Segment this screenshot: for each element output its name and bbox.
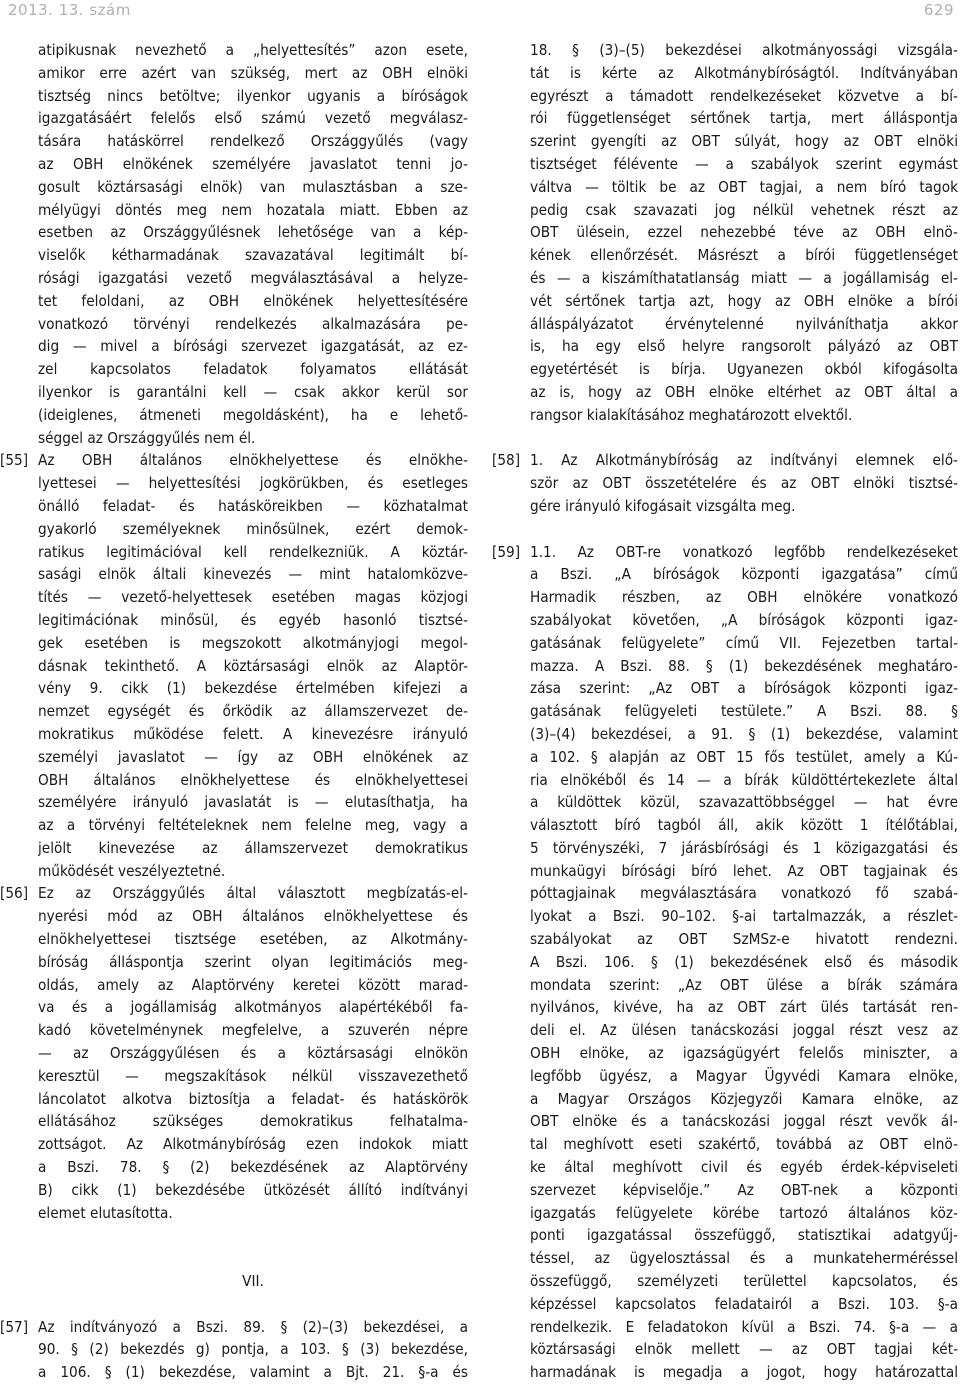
text-line	[38, 153, 468, 176]
text-line	[530, 1361, 958, 1384]
text-line	[530, 837, 958, 860]
text-line	[38, 427, 468, 450]
line-text: 18. § (3)–(5) bekezdései alkotmányossági vizsgála-	[530, 41, 958, 59]
line-text: rendelkezik. E feladatokon kívül a Bszi. 74. §-a — a	[530, 1317, 958, 1336]
line-text: séggel az Országgyűlés nem él.	[38, 428, 256, 447]
line-text: mokratikus működése felett. A kinevezésre irányuló	[38, 724, 468, 743]
line-text: tet feloldani, az OBH elnökének helyettesítésére	[38, 291, 468, 310]
text-line	[38, 472, 468, 495]
line-text: tát is kérte az Alkotmánybíróságtól. Indítványában	[530, 63, 958, 82]
text-line	[530, 85, 958, 108]
text-line	[38, 107, 468, 130]
line-text: harmadának is megadja a jogot, hogy határozattal	[530, 1363, 958, 1382]
line-text: títés — vezető-helyettesek esetében magas közjogi	[38, 588, 468, 607]
text-line	[530, 677, 958, 700]
line-text: ponti igazgatással összefüggő, statisztikai adatgyűj-	[530, 1226, 958, 1245]
line-text: (ideiglenes, átmeneti megoldásként), ha e lehető-	[38, 405, 468, 424]
text-line	[38, 928, 468, 951]
line-text: oldás, amely az Alaptörvény keretei között marad-	[38, 975, 468, 994]
text-line	[530, 199, 958, 222]
section-heading: VII.	[242, 1272, 264, 1291]
line-text: keresztül — megszakítások nélkül visszavezethető	[38, 1066, 468, 1085]
text-line	[38, 1202, 468, 1225]
text-line	[530, 1065, 958, 1088]
line-text: működését veszélyeztetné.	[38, 861, 226, 880]
line-text: a küldöttek közül, szavazattöbbséggel — hat évre	[530, 793, 958, 812]
line-text: a Bszi. „A bíróságok központi igazgatása” című	[530, 565, 958, 584]
line-text: a Magyar Országos Közjegyzői Kamara elnöke, az	[530, 1089, 958, 1108]
line-text: nemzet egységét és őrködik az államszervezet de-	[38, 702, 468, 721]
line-text: OBT elnöke és a tanácskozási joggal részt vevők ál-	[530, 1112, 958, 1131]
line-text: tal meghívott eseti szakértő, továbbá az OBT elnö-	[530, 1135, 958, 1154]
text-line	[530, 1133, 958, 1156]
line-text: va és a jogállamiság alkotmányos alapértékéből fa-	[38, 998, 468, 1017]
text-line	[530, 358, 958, 381]
line-text: gosult köztársasági elnök) van mulasztásban a sze-	[38, 177, 468, 196]
line-text: dásnak tekinthető. A köztársasági elnök az Alaptör-	[38, 656, 468, 675]
line-text: kadó követelménynek megfelelve, a szuverén népre	[38, 1021, 468, 1040]
text-line	[530, 1293, 958, 1316]
text-line	[38, 404, 468, 427]
line-text: OBH általános elnökhelyettese és elnökhelyettesei	[38, 770, 468, 789]
text-line	[530, 221, 958, 244]
line-text: gére irányuló kifogásait vizsgálta meg.	[530, 496, 796, 515]
text-line	[530, 1110, 958, 1133]
text-line	[38, 335, 468, 358]
line-text: ellátásához szükséges demokratikus felhatalma-	[38, 1112, 468, 1131]
line-text: ször az OBT összetételére és az OBT elnöki tisztsé-	[530, 474, 958, 493]
text-line	[530, 1224, 958, 1247]
page-header	[0, 0, 960, 22]
line-text: téssel, az ügyelosztással és a munkateherméréssel	[530, 1249, 958, 1268]
text-line	[530, 404, 958, 427]
text-line	[530, 951, 958, 974]
text-line	[38, 1110, 468, 1133]
line-text: ke által meghívott civil és egyéb érdek-képviseleti	[530, 1158, 958, 1177]
text-line	[38, 39, 468, 62]
line-text: — az Országgyűlésen és a köztársasági elnökön	[38, 1044, 468, 1063]
line-text: Az indítványozó a Bszi. 89. § (2)–(3) bekezdései, a	[38, 1317, 468, 1336]
line-text: tására hatáskörrel rendelkező Országgyűlés (vagy	[38, 132, 468, 151]
text-line	[530, 1270, 958, 1293]
line-text: gatásának felügyeleti testülete.” A Bszi. 88. §	[530, 702, 958, 721]
text-line	[38, 518, 468, 541]
line-text: mondata szerint: „Az OBT ülése a bírák számára	[530, 975, 958, 994]
text-line	[530, 882, 958, 905]
text-line	[530, 791, 958, 814]
text-line	[38, 632, 468, 655]
line-text: zása szerint: „Az OBT a bíróságok központi igaz-	[530, 679, 958, 698]
line-text: nyerési mód az OBH általános elnökhelyettese és	[38, 907, 468, 926]
line-text: tisztséget félévente — a szabályok szerint egymást	[530, 154, 958, 173]
line-text: ria elnökéből és 14 — a bírák küldöttértekezlete által	[530, 770, 958, 789]
line-text: esetben az Országgyűlésnek lehetősége van a kép-	[38, 223, 468, 242]
line-text: munkaügyi bírósági bíró lehet. Az OBT tagjainak és	[530, 861, 958, 880]
line-text: gek esetében is megszokott alkotmányjogi megol-	[38, 633, 468, 652]
line-text: köztársasági elnök mellett — az OBT tagjai két-	[530, 1340, 958, 1359]
line-text: szabályokat követően, „A bíróságok központi igaz-	[530, 610, 958, 629]
line-text: bíróság álláspontja szerint olyan legitimációs meg-	[38, 952, 468, 971]
line-text: vét sértőnek tartja azt, hogy az OBH elnöke a bírói	[530, 291, 958, 310]
text-line	[38, 837, 468, 860]
line-text: zottságot. Az Alkotmánybíróság ezen indokok miatt	[38, 1135, 468, 1154]
text-line	[530, 974, 958, 997]
line-text: legfőbb ügyész, a Magyar Ügyvédi Kamara elnöke,	[530, 1066, 958, 1085]
text-line	[530, 472, 958, 495]
line-text: vonatkozó törvényi rendelkezés alkalmazására pe-	[38, 314, 468, 333]
text-line	[38, 1179, 468, 1202]
text-line	[38, 1065, 468, 1088]
text-line	[38, 176, 468, 199]
line-text: gatásának felügyelete” című VII. Fejezetben tartal-	[530, 633, 958, 652]
text-line	[38, 609, 468, 632]
text-line	[530, 495, 958, 518]
blank-line	[530, 518, 958, 541]
text-line	[530, 153, 958, 176]
line-text: egyrészt a támadott rendelkezéseket közvetve a bí-	[530, 86, 958, 105]
line-text: ilyenkor is garantálni kell — csak akkor kerül sor	[38, 382, 468, 401]
text-line	[38, 290, 468, 313]
line-text: személyére irányuló javaslatát is — elutasíthatja, ha	[38, 793, 468, 812]
line-text: igazgatásáért felelős első számú vezető megválasz-	[38, 109, 468, 128]
text-line	[38, 267, 468, 290]
text-line	[38, 495, 468, 518]
line-text: Ez az Országgyűlés által választott megbízatás-el-	[38, 884, 468, 903]
right-text-column	[492, 39, 958, 1384]
text-line	[530, 860, 958, 883]
text-line	[38, 860, 468, 883]
page-number: 629	[923, 1, 954, 19]
text-line	[530, 723, 958, 746]
line-text: egyetértését is bírja. Ugyanezen okból kifogásolta	[530, 360, 958, 379]
text-line	[38, 62, 468, 85]
text-line	[530, 1202, 958, 1225]
line-text: a 106. § (1) bekezdése, valamint a Bjt. 21. §-a és	[38, 1363, 468, 1382]
text-line: [57] Az indítványozó a Bszi. 89. § (2)–(3) bekezdései, a	[0, 1317, 468, 1336]
text-line	[38, 130, 468, 153]
text-line	[38, 244, 468, 267]
text-line: [58] 1. Az Alkotmánybíróság az indítványi elemnek elő-	[492, 451, 958, 470]
line-text: 5 törvényszéki, 7 járásbírósági és 1 közigazgatási és	[530, 838, 958, 857]
text-line	[530, 62, 958, 85]
text-line	[38, 974, 468, 997]
text-line	[530, 267, 958, 290]
line-text: képzéssel kapcsolatos feladatairól a Bszi. 103. §-a	[530, 1294, 958, 1313]
text-line	[530, 655, 958, 678]
text-line	[530, 746, 958, 769]
text-line	[38, 951, 468, 974]
blank-line	[38, 1224, 468, 1247]
line-text: álláspályázatot érvénytelenné nyilváníthatja akkor	[530, 314, 958, 333]
text-line	[38, 541, 468, 564]
text-line	[530, 769, 958, 792]
text-line	[530, 1179, 958, 1202]
text-line	[530, 1316, 958, 1339]
text-line	[38, 563, 468, 586]
line-text: lyettesei — helyettesítési jogkörükben, és esetleges	[38, 474, 468, 493]
text-line	[530, 586, 958, 609]
line-text: szerint gyengíti az OBT súlyát, hogy az OBT elnöki	[530, 132, 958, 151]
line-text: és — a kiszámíthatatlanság miatt — a jogállamiság el-	[530, 268, 958, 287]
line-text: 1.1. Az OBT-re vonatkozó legfőbb rendelkezéseket	[530, 542, 958, 561]
line-text: ratikus legitimációval kell rendelkezniük. A köztár-	[38, 542, 468, 561]
text-line	[38, 791, 468, 814]
line-text: zel kapcsolatos feladatok folyamatos ellátását	[38, 360, 468, 379]
line-text: önálló feladat- és hatásköreikben — közhatalmat	[38, 496, 468, 515]
line-text: igazgatás felügyelete körébe tartozó általános köz-	[530, 1203, 958, 1222]
text-line: [56] Ez az Országgyűlés által választott megbízatás-el-	[0, 884, 468, 903]
left-text-column	[0, 39, 468, 1384]
line-text: rósági igazgatási vezető megválasztásával a helyze-	[38, 268, 468, 287]
text-line	[530, 1042, 958, 1065]
line-text: A Bszi. 106. § (1) bekezdésének első és második	[530, 952, 958, 971]
line-text: amikor erre azért van szükség, mert az OBH elnöki	[38, 63, 468, 82]
line-text: is, ha egy első helyre rangsorolt pályázó az OBT	[530, 337, 958, 356]
text-line	[530, 1019, 958, 1042]
line-text: OBT ülésein, ezzel nehezebbé téve az OBH elnö-	[530, 223, 958, 242]
text-line	[530, 700, 958, 723]
line-text: a 102. § alapján az OBT 15 fős testület, amely a Kú-	[530, 747, 958, 766]
line-text: rói függetlenséget sértőnek tartja, mert álláspontja	[530, 109, 958, 128]
line-text: az is, hogy az OBH elnöke eltérhet az OBT által a	[530, 382, 958, 401]
text-line	[38, 700, 468, 723]
text-line	[530, 335, 958, 358]
text-line	[530, 39, 958, 62]
line-text: szabályokat az OBT SzMSz-e hivatott rendezni.	[530, 930, 958, 949]
text-line	[530, 1247, 958, 1270]
text-line	[38, 1019, 468, 1042]
text-line	[530, 130, 958, 153]
text-line	[38, 221, 468, 244]
line-text: szervezet képviselője.” Az OBT-nek a központi	[530, 1180, 958, 1199]
line-text: 90. § (2) bekezdés g) pontja, a 103. § (3) bekezdése,	[38, 1340, 468, 1359]
text-line	[38, 723, 468, 746]
text-line	[530, 313, 958, 336]
blank-line	[38, 1247, 468, 1270]
text-line	[530, 1338, 958, 1361]
text-line	[530, 244, 958, 267]
line-text: legitimációnak minősül, és egyéb hasonló tisztsé-	[38, 610, 468, 629]
blank-line	[530, 427, 958, 450]
line-text: sasági elnök általi kinevezés — mint hatalomközve-	[38, 565, 468, 584]
line-text: B) cikk (1) bekezdésébe ütközését állító indítványi	[38, 1180, 468, 1199]
line-text: Az OBH általános elnökhelyettese és elnökhe-	[38, 451, 468, 470]
text-line	[38, 358, 468, 381]
line-text: mélyügyi döntés meg nem hozatala miatt. Ebben az	[38, 200, 468, 219]
text-line	[38, 1361, 468, 1384]
text-line	[530, 905, 958, 928]
text-line	[38, 85, 468, 108]
text-line	[530, 996, 958, 1019]
line-text: rangsor kialakításához meghatározott elvektől.	[530, 405, 853, 424]
text-line	[38, 1133, 468, 1156]
line-text: gyakorló személyeknek minősülnek, ezért demok-	[38, 519, 468, 538]
text-line	[38, 1088, 468, 1111]
line-text: atipikusnak nevezhető a „helyettesítés” azon esete,	[38, 41, 468, 59]
line-text: nyilvános, kivéve, ha az OBT zárt ülés tartását ren-	[530, 998, 958, 1017]
blank-line	[38, 1293, 468, 1316]
line-text: vény 9. cikk (1) bekezdése értelmében kifejezi a	[38, 679, 468, 698]
line-text: kének ellenőrzését. Másrészt a bírói függetlenséget	[530, 246, 958, 265]
line-text: váltva — töltik be az OBT tagjai, a nem bíró tagok	[530, 177, 958, 196]
text-line	[530, 1088, 958, 1111]
text-line	[530, 1156, 958, 1179]
line-text: tisztség nincs betöltve; ilyenkor ugyanis a bíróságok	[38, 86, 468, 105]
text-line	[38, 1338, 468, 1361]
line-text: elnökhelyettesei tisztsége esetében, az Alkotmány-	[38, 930, 468, 949]
text-line	[530, 928, 958, 951]
line-text: Harmadik részben, az OBH elnökére vonatkozó	[530, 588, 958, 607]
line-text: (3)–(4) bekezdései, a 91. § (1) bekezdése, valamint	[530, 724, 958, 743]
text-line	[38, 1156, 468, 1179]
line-text: az OBH elnökének személyére javaslatot tenni jo-	[38, 154, 468, 173]
text-line	[530, 632, 958, 655]
text-line	[38, 199, 468, 222]
line-text: lyokat a Bszi. 90–102. §-ai tartalmazzák, a részlet-	[530, 907, 958, 926]
text-line	[530, 609, 958, 632]
line-text: pedig csak szavazati jog nélkül vehetnek részt az	[530, 200, 958, 219]
text-line	[38, 586, 468, 609]
text-line	[38, 313, 468, 336]
line-text: választott bíró tagból áll, akik között 1 ítélőtáblai,	[530, 816, 958, 835]
text-line	[38, 769, 468, 792]
text-line: [59] 1.1. Az OBT-re vonatkozó legfőbb rendelkezéseket	[492, 542, 958, 561]
text-line	[38, 677, 468, 700]
line-text: az a törvényi feltételeknek nem felelne meg, vagy a	[38, 816, 468, 835]
text-line	[38, 814, 468, 837]
line-text: viselők kétharmadának szavazatával legitimált bí-	[38, 246, 468, 265]
line-text: dig — mivel a bírósági szervezet igazgatását, az ez-	[38, 337, 468, 356]
text-line	[530, 563, 958, 586]
line-text: a Bszi. 78. § (2) bekezdésének az Alaptörvény	[38, 1158, 468, 1177]
text-line	[530, 290, 958, 313]
text-line: [55] Az OBH általános elnökhelyettese és elnökhe-	[0, 451, 468, 470]
text-line	[530, 814, 958, 837]
line-text: összefüggő, személyzeti területtel kapcsolatos, és	[530, 1272, 958, 1291]
text-line	[38, 746, 468, 769]
issue-label: 2013. 13. szám	[8, 1, 131, 19]
text-line	[38, 905, 468, 928]
text-line	[38, 996, 468, 1019]
line-text: 1. Az Alkotmánybíróság az indítványi elemnek elő-	[530, 451, 958, 470]
text-line	[38, 1042, 468, 1065]
line-text: jelölt kinevezése az államszervezet demokratikus	[38, 838, 468, 857]
line-text: mazza. A Bszi. 88. § (1) bekezdésének meghatáro-	[530, 656, 958, 675]
text-line	[38, 381, 468, 404]
text-line	[530, 176, 958, 199]
line-text: OBH elnöke, az igazságügyért felelős miniszter, a	[530, 1044, 958, 1063]
line-text: deli el. Az ülésen tanácskozási joggal részt vesz az	[530, 1021, 958, 1040]
line-text: személyi javaslatot — így az OBH elnökének az	[38, 747, 468, 766]
text-line	[530, 107, 958, 130]
line-text: láncolatot alkotva biztosítja a feladat- és hatáskörök	[38, 1089, 468, 1108]
line-text: elemet elutasította.	[38, 1203, 173, 1222]
line-text: póttagjainak megválasztására vonatkozó fő szabá-	[530, 884, 958, 903]
text-line	[38, 655, 468, 678]
text-line	[530, 381, 958, 404]
